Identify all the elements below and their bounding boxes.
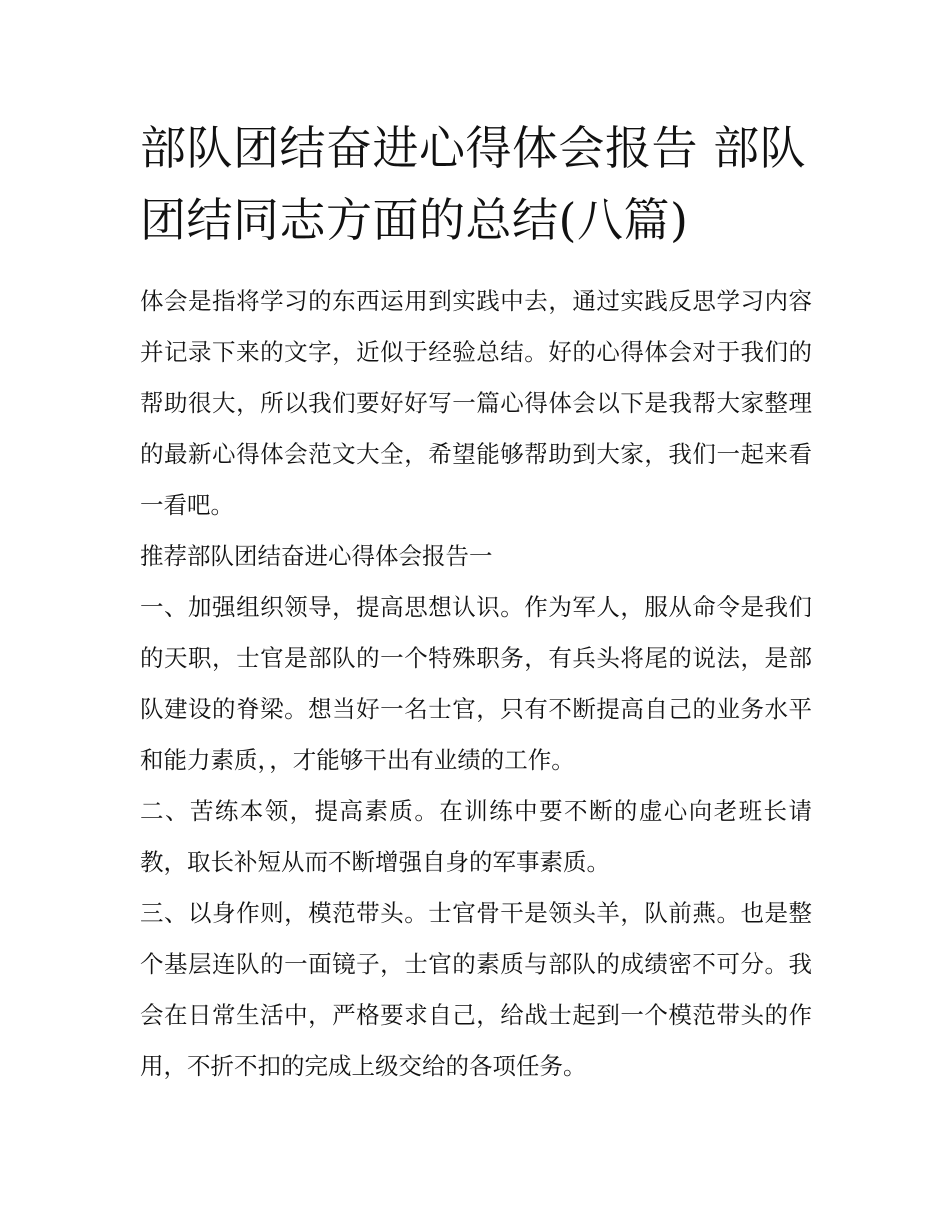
point-two-paragraph: 二、苦练本领，提高素质。在训练中要不断的虚心向老班长请教，取长补短从而不断增强自身的军事素质。 (140, 797, 812, 876)
document-title: 部队团结奋进心得体会报告 部队团结同志方面的总结(八篇) (140, 121, 807, 247)
document-body (140, 276, 812, 1092)
point-three-paragraph: 三、以身作则，模范带头。士官骨干是领头羊，队前燕。也是整个基层连队的一面镜子，士官的素质与部队的成绩密不可分。我会在日常生活中，严格要求自己，给战士起到一个模范带头的作用，不折不扣的完成上级交给的各项任务。 (140, 899, 812, 1080)
intro-paragraph: 体会是指将学习的东西运用到实践中去，通过实践反思学习内容并记录下来的文字，近似于经验总结。好的心得体会对于我们的帮助很大，所以我们要好好写一篇心得体会以下是我帮大家整理的最新心得体会范文大全，希望能够帮助到大家，我们一起来看一看吧。 (140, 287, 812, 519)
section-heading: 推荐部队团结奋进心得体会报告一 (140, 542, 493, 570)
point-one-paragraph: 一、加强组织领导，提高思想认识。作为军人，服从命令是我们的天职，士官是部队的一个特殊职务，有兵头将尾的说法，是部队建设的脊梁。想当好一名士官，只有不断提高自己的业务水平和能力素质，，才能够干出有业绩的工作。 (140, 593, 812, 774)
